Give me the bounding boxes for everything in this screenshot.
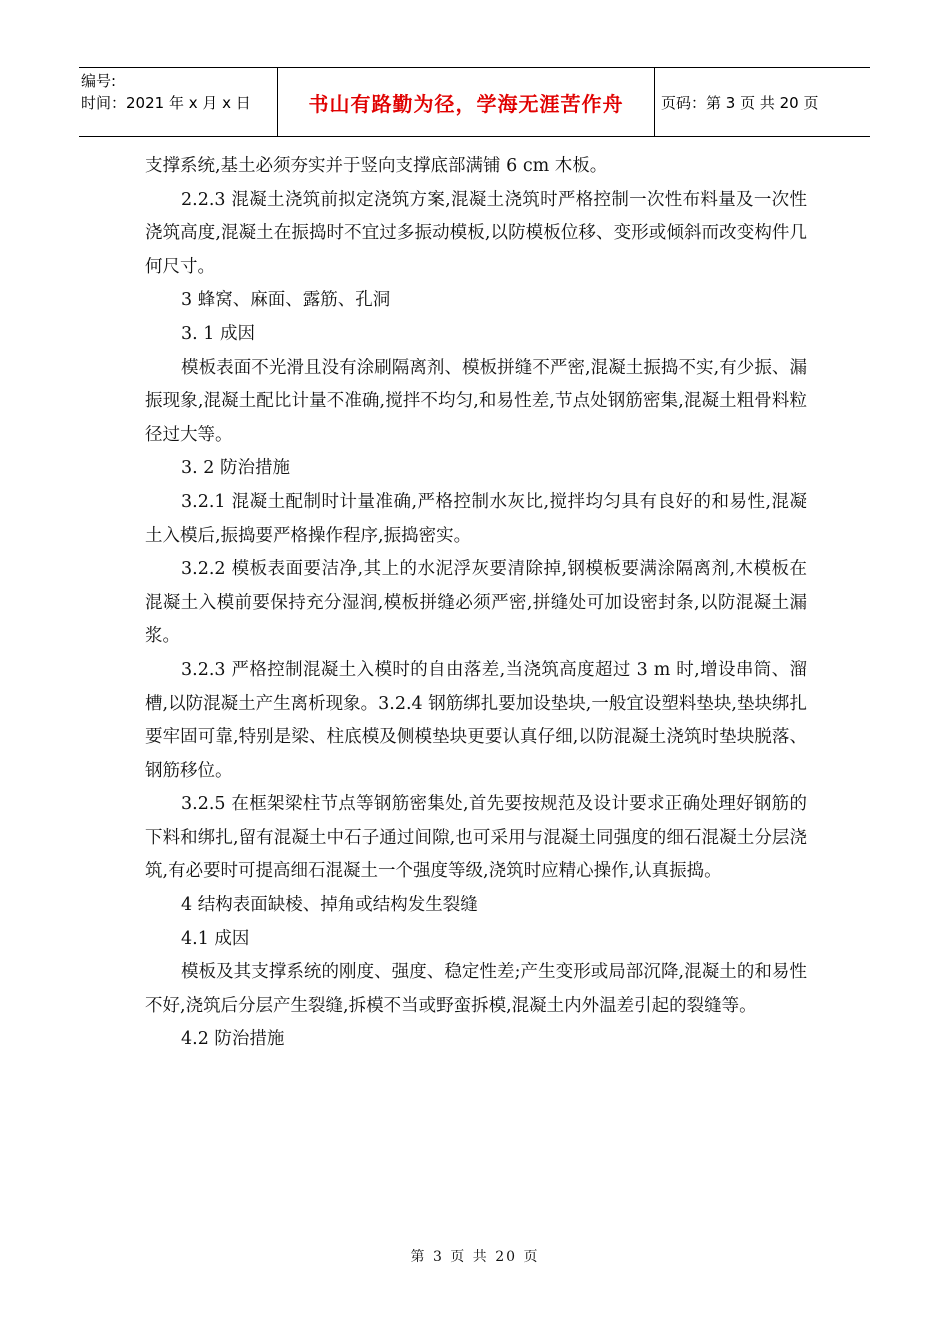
document-body (145, 150, 807, 1057)
paragraph: 4.1 成因 (181, 928, 250, 949)
paragraph: 3. 2 防治措施 (181, 458, 290, 479)
page-footer: 第 3 页 共 20 页 (410, 1249, 540, 1265)
paragraph: 4.2 防治措施 (181, 1029, 285, 1050)
paragraph: 3.2.3 严格控制混凝土入模时的自由落差,当浇筑高度超过 3 m 时,增设串筒、溜槽,以防混凝土产生离析现象。3.2.4 钢筋绑扎要加设垫块,一般宜设塑料垫块,垫块绑扎要牢固可靠,特别是梁、柱底模及侧模垫块更要认真仔细,以防混凝土浇筑时垫块脱落、钢筋移位。 (145, 659, 807, 781)
page-header (79, 67, 870, 137)
paragraph: 3 蜂窝、麻面、露筋、孔洞 (181, 290, 391, 311)
paragraph: 3.2.2 模板表面要洁净,其上的水泥浮灰要清除掉,钢模板要满涂隔离剂,木模板在混凝土入模前要保持充分湿润,模板拼缝必须严密,拼缝处可加设密封条,以防混凝土漏浆。 (145, 559, 807, 647)
paragraph: 模板及其支撑系统的刚度、强度、稳定性差;产生变形或局部沉降,混凝土的和易性不好,浇筑后分层产生裂缝,拆模不当或野蛮拆模,混凝土内外温差引起的裂缝等。 (145, 962, 807, 1016)
paragraph: 3.2.5 在框架梁柱节点等钢筋密集处,首先要按规范及设计要求正确处理好钢筋的下料和绑扎,留有混凝土中石子通过间隙,也可采用与混凝土同强度的细石混凝土分层浇筑,有必要时可提高细石混凝土一个强度等级,浇筑时应精心操作,认真振捣。 (145, 794, 807, 882)
paragraph: 2.2.3 混凝土浇筑前拟定浇筑方案,混凝土浇筑时严格控制一次性布料量及一次性浇筑高度,混凝土在振捣时不宜过多振动模板,以防模板位移、变形或倾斜而改变构件几何尺寸。 (145, 189, 807, 277)
header-motto: 书山有路勤为径，学海无涯苦作舟 (308, 91, 624, 116)
paragraph: 4 结构表面缺棱、掉角或结构发生裂缝 (181, 895, 478, 916)
paragraph: 支撑系统,基土必须夯实并于竖向支撑底部满铺 6 cm 木板。 (145, 156, 608, 176)
header-page-info: 页码：第 3 页 共 20 页 (661, 93, 819, 112)
header-page-info-cell (655, 68, 870, 136)
paragraph: 3. 1 成因 (181, 323, 255, 344)
header-motto-cell (278, 68, 655, 136)
header-meta (79, 68, 278, 136)
paragraph: 模板表面不光滑且没有涂刷隔离剂、模板拼缝不严密,混凝土振捣不实,有少振、漏振现象,混凝土配比计量不准确,搅拌不均匀,和易性差,节点处钢筋密集,混凝土粗骨料粒径过大等。 (145, 357, 807, 445)
paragraph: 3.2.1 混凝土配制时计量准确,严格控制水灰比,搅拌均匀具有良好的和易性,混凝土入模后,振捣要严格操作程序,振捣密实。 (145, 491, 807, 546)
serial-label: 编号: (81, 72, 117, 90)
time-label: 时间：2021 年 x 月 x 日 (81, 94, 251, 112)
